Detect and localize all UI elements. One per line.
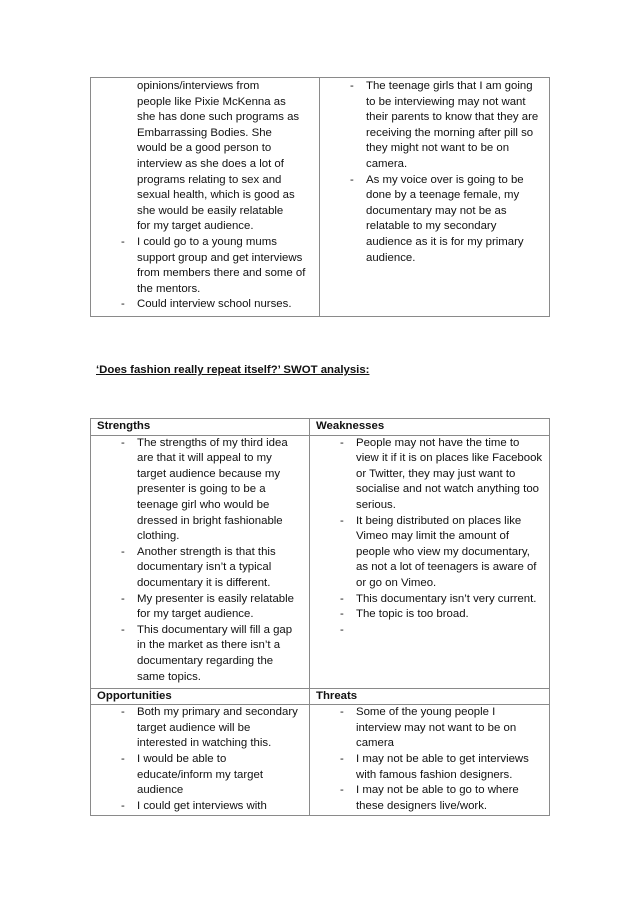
list-item: - It being distributed on places like Vimeo may limit the amount of people who view my documentary, as not a lot of teenagers is aware of or go on Vimeo. — [316, 514, 543, 592]
list-item: - The topic is too broad. — [316, 607, 543, 623]
threats-continued-cell — [320, 78, 550, 317]
opportunities-continued-cell — [91, 78, 320, 317]
strengths-heading: Strengths — [91, 419, 310, 436]
opportunities-cell — [91, 705, 310, 816]
list-item: - The teenage girls that I am going to be interviewing may not want their parents to know that they are receiving the morning after pill so they might not want to be on camera. — [326, 79, 543, 173]
list-item: - Could interview school nurses. — [97, 297, 313, 313]
previous-swot-table — [90, 77, 550, 317]
list-item: - This documentary will fill a gap in the market as there isn’t a documentary regarding the same topics. — [97, 623, 303, 685]
opportunities-heading: Opportunities — [91, 688, 310, 705]
list-item: - I may not be able to get interviews with famous fashion designers. — [316, 752, 543, 783]
list-item: - Some of the young people I interview may not want to be on camera — [316, 705, 543, 752]
list-item: - The strengths of my third idea are that it will appeal to my target audience because my presenter is going to be a teenage girl who would be dressed in bright fashionable clothing. — [97, 436, 303, 545]
list-item: - As my voice over is going to be done by a teenage female, my documentary may not be as relatable to my secondary audience as it is for my primary audience. — [326, 173, 543, 267]
weaknesses-heading: Weaknesses — [310, 419, 550, 436]
list-item: - I could get interviews with — [97, 799, 303, 815]
weaknesses-cell — [310, 435, 550, 688]
list-item: - Both my primary and secondary target audience will be interested in watching this. — [97, 705, 303, 752]
list-item: - My presenter is easily relatable for my target audience. — [97, 592, 303, 623]
swot-table — [90, 418, 550, 816]
list-item: - People may not have the time to view it if it is on places like Facebook or Twitter, they may just want to socialise and not watch anything too serious. — [316, 436, 543, 514]
section-title: ‘Does fashion really repeat itself?’ SWOT analysis: — [96, 364, 370, 376]
continued-paragraph: opinions/interviews from people like Pixie McKenna as she has done such programs as Embarrassing Bodies. She would be a good person to interview as she does a lot of programs relating to sex and sexual health, which is good as she would be easily relatable for my target audience. — [137, 80, 300, 233]
threats-heading: Threats — [310, 688, 550, 705]
strengths-cell — [91, 435, 310, 688]
list-item: - Another strength is that this documentary isn’t a typical documentary it is different. — [97, 545, 303, 592]
threats-cell — [310, 705, 550, 816]
list-item: - I would be able to educate/inform my target audience — [97, 752, 303, 799]
list-item: - This documentary isn’t very current. — [316, 592, 543, 608]
list-item: - I could go to a young mums support group and get interviews from members there and some of the mentors. — [97, 235, 313, 297]
list-item: - I may not be able to go to where these designers live/work. — [316, 783, 543, 814]
